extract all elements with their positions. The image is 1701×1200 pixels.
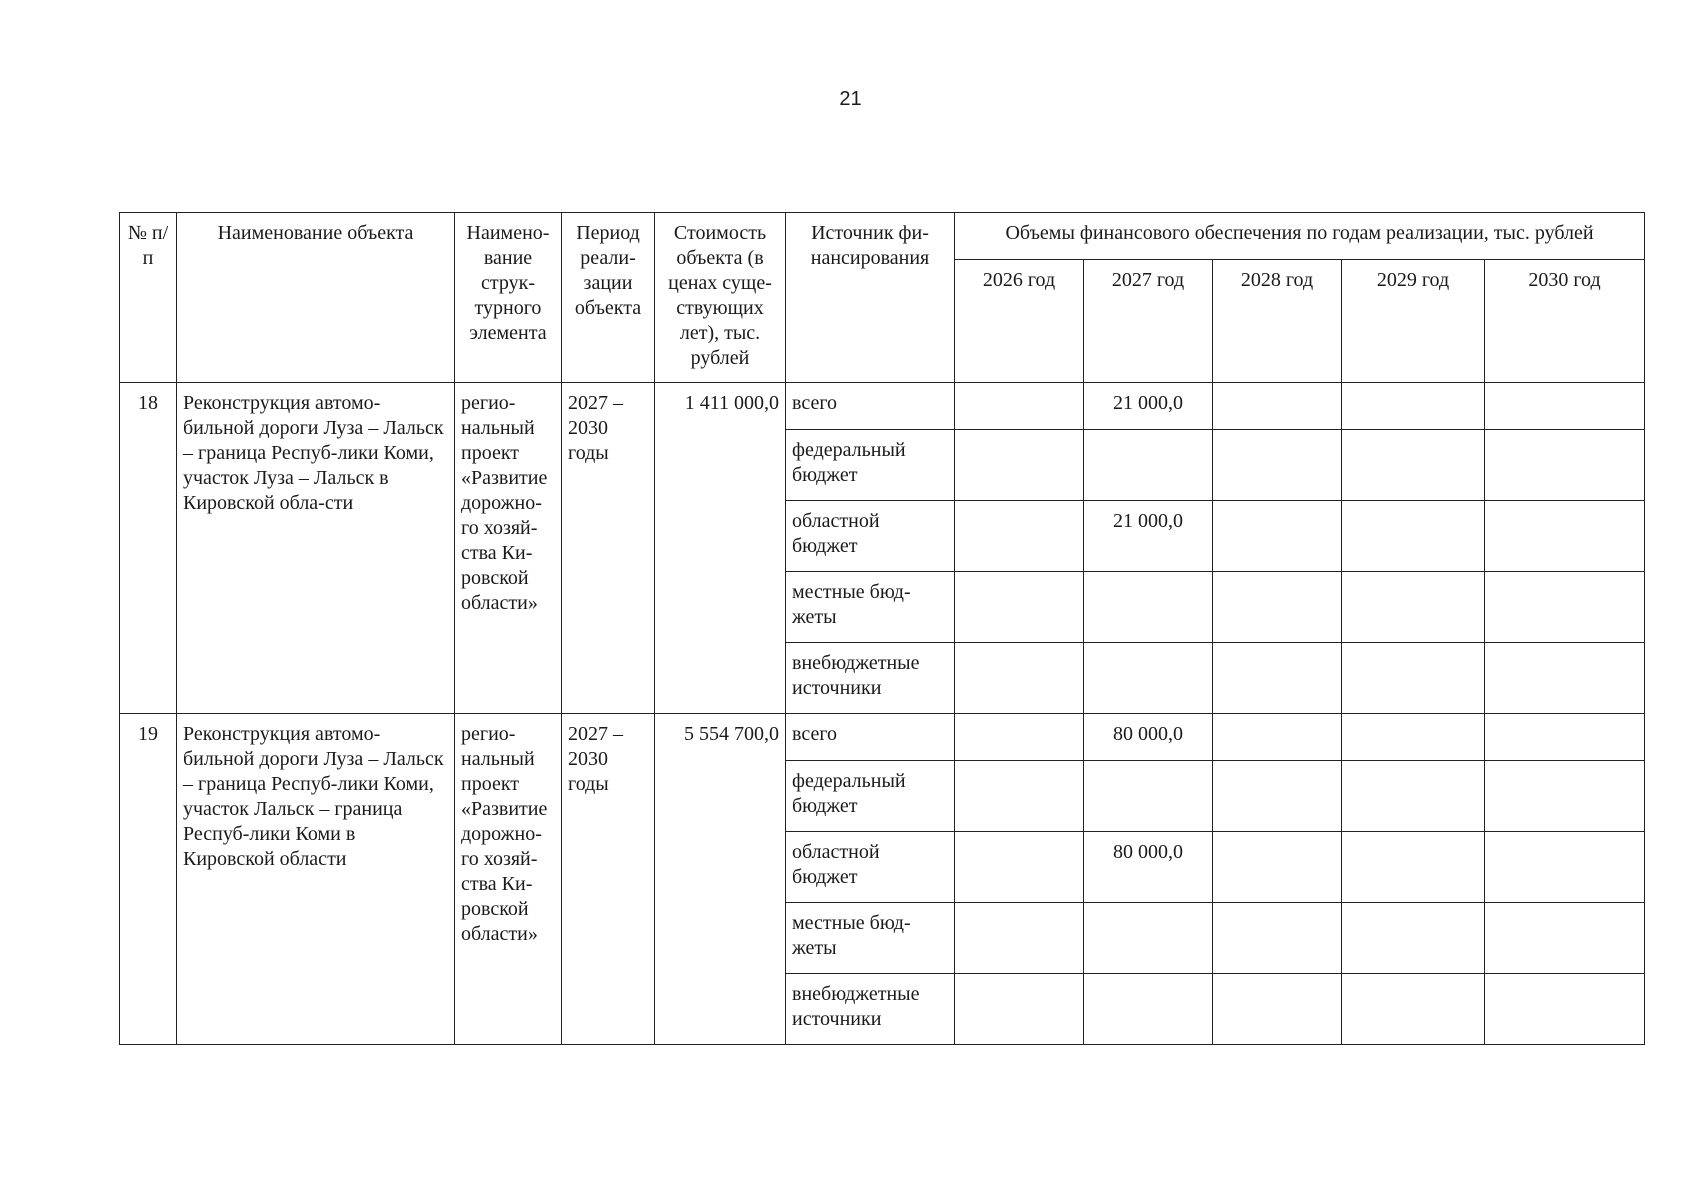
amount-cell	[1342, 430, 1485, 501]
amount-cell: 21 000,0	[1084, 501, 1213, 572]
amount-cell	[955, 501, 1084, 572]
amount-cell	[1213, 974, 1342, 1045]
header-year: 2029 год	[1342, 260, 1485, 383]
row-cost: 1 411 000,0	[655, 383, 786, 714]
amount-cell	[1485, 761, 1645, 832]
amount-cell	[955, 383, 1084, 430]
amount-cell	[1213, 501, 1342, 572]
amount-cell	[955, 832, 1084, 903]
amount-cell	[1342, 974, 1485, 1045]
source-label: федеральный бюджет	[786, 761, 955, 832]
page-number: 21	[839, 88, 862, 110]
amount-cell	[955, 572, 1084, 643]
amount-cell	[1342, 383, 1485, 430]
header-year: 2030 год	[1485, 260, 1645, 383]
source-label: местные бюд-жеты	[786, 903, 955, 974]
amount-cell	[1342, 572, 1485, 643]
amount-cell: 80 000,0	[1084, 832, 1213, 903]
row-num: 18	[120, 383, 177, 714]
header-year: 2027 год	[1084, 260, 1213, 383]
row-object-name: Реконструкция автомо-бильной дороги Луза – Лальск – граница Респуб-лики Коми, участок Луза – Лальск в Кировской обла-сти	[177, 383, 455, 714]
amount-cell	[1485, 501, 1645, 572]
table-row	[120, 383, 1645, 430]
amount-cell	[1485, 903, 1645, 974]
header-cost: Стоимость объекта (в ценах суще-ствующих лет), тыс. рублей	[655, 213, 786, 383]
amount-cell	[955, 714, 1084, 761]
source-label: федеральный бюджет	[786, 430, 955, 501]
source-label: местные бюд-жеты	[786, 572, 955, 643]
amount-cell	[1213, 832, 1342, 903]
source-label: областной бюджет	[786, 501, 955, 572]
amount-cell	[955, 903, 1084, 974]
amount-cell	[955, 974, 1084, 1045]
row-structural-element: регио-нальный проект «Развитие дорожно-го хозяй-ства Ки-ровской области»	[455, 383, 562, 714]
amount-cell	[955, 643, 1084, 714]
amount-cell	[1485, 714, 1645, 761]
amount-cell: 80 000,0	[1084, 714, 1213, 761]
row-structural-element: регио-нальный проект «Развитие дорожно-го хозяй-ства Ки-ровской области»	[455, 714, 562, 1045]
source-label: областной бюджет	[786, 832, 955, 903]
table-row	[120, 714, 1645, 761]
amount-cell	[1342, 714, 1485, 761]
amount-cell	[1485, 974, 1645, 1045]
amount-cell	[1485, 572, 1645, 643]
amount-cell	[1342, 643, 1485, 714]
amount-cell	[1084, 903, 1213, 974]
amount-cell	[955, 761, 1084, 832]
amount-cell	[1213, 714, 1342, 761]
amount-cell	[1213, 572, 1342, 643]
amount-cell	[1084, 643, 1213, 714]
amount-cell	[1342, 903, 1485, 974]
row-num: 19	[120, 714, 177, 1045]
financing-table	[119, 212, 1645, 1045]
row-period: 2027 – 2030 годы	[562, 383, 655, 714]
amount-cell	[1485, 383, 1645, 430]
header-num: № п/п	[120, 213, 177, 383]
header-name: Наименование объекта	[177, 213, 455, 383]
amount-cell	[1084, 974, 1213, 1045]
amount-cell: 21 000,0	[1084, 383, 1213, 430]
row-period: 2027 – 2030 годы	[562, 714, 655, 1045]
amount-cell	[1084, 761, 1213, 832]
source-label: всего	[786, 383, 955, 430]
header-element: Наимено-вание струк-турного элемента	[455, 213, 562, 383]
amount-cell	[1213, 761, 1342, 832]
amount-cell	[1213, 643, 1342, 714]
amount-cell	[955, 430, 1084, 501]
row-cost: 5 554 700,0	[655, 714, 786, 1045]
amount-cell	[1342, 501, 1485, 572]
source-label: всего	[786, 714, 955, 761]
amount-cell	[1084, 572, 1213, 643]
header-volumes: Объемы финансового обеспечения по годам реализации, тыс. рублей	[955, 213, 1645, 260]
amount-cell	[1485, 643, 1645, 714]
amount-cell	[1342, 832, 1485, 903]
amount-cell	[1485, 430, 1645, 501]
source-label: внебюджетные источники	[786, 643, 955, 714]
amount-cell	[1084, 430, 1213, 501]
amount-cell	[1213, 430, 1342, 501]
row-object-name: Реконструкция автомо-бильной дороги Луза – Лальск – граница Респуб-лики Коми, участок Лальск – граница Респуб-лики Коми в Кировской области	[177, 714, 455, 1045]
amount-cell	[1213, 903, 1342, 974]
amount-cell	[1213, 383, 1342, 430]
amount-cell	[1485, 832, 1645, 903]
source-label: внебюджетные источники	[786, 974, 955, 1045]
header-year: 2028 год	[1213, 260, 1342, 383]
header-year: 2026 год	[955, 260, 1084, 383]
amount-cell	[1342, 761, 1485, 832]
header-source: Источник фи-нансирования	[786, 213, 955, 383]
header-period: Период реали-зации объекта	[562, 213, 655, 383]
